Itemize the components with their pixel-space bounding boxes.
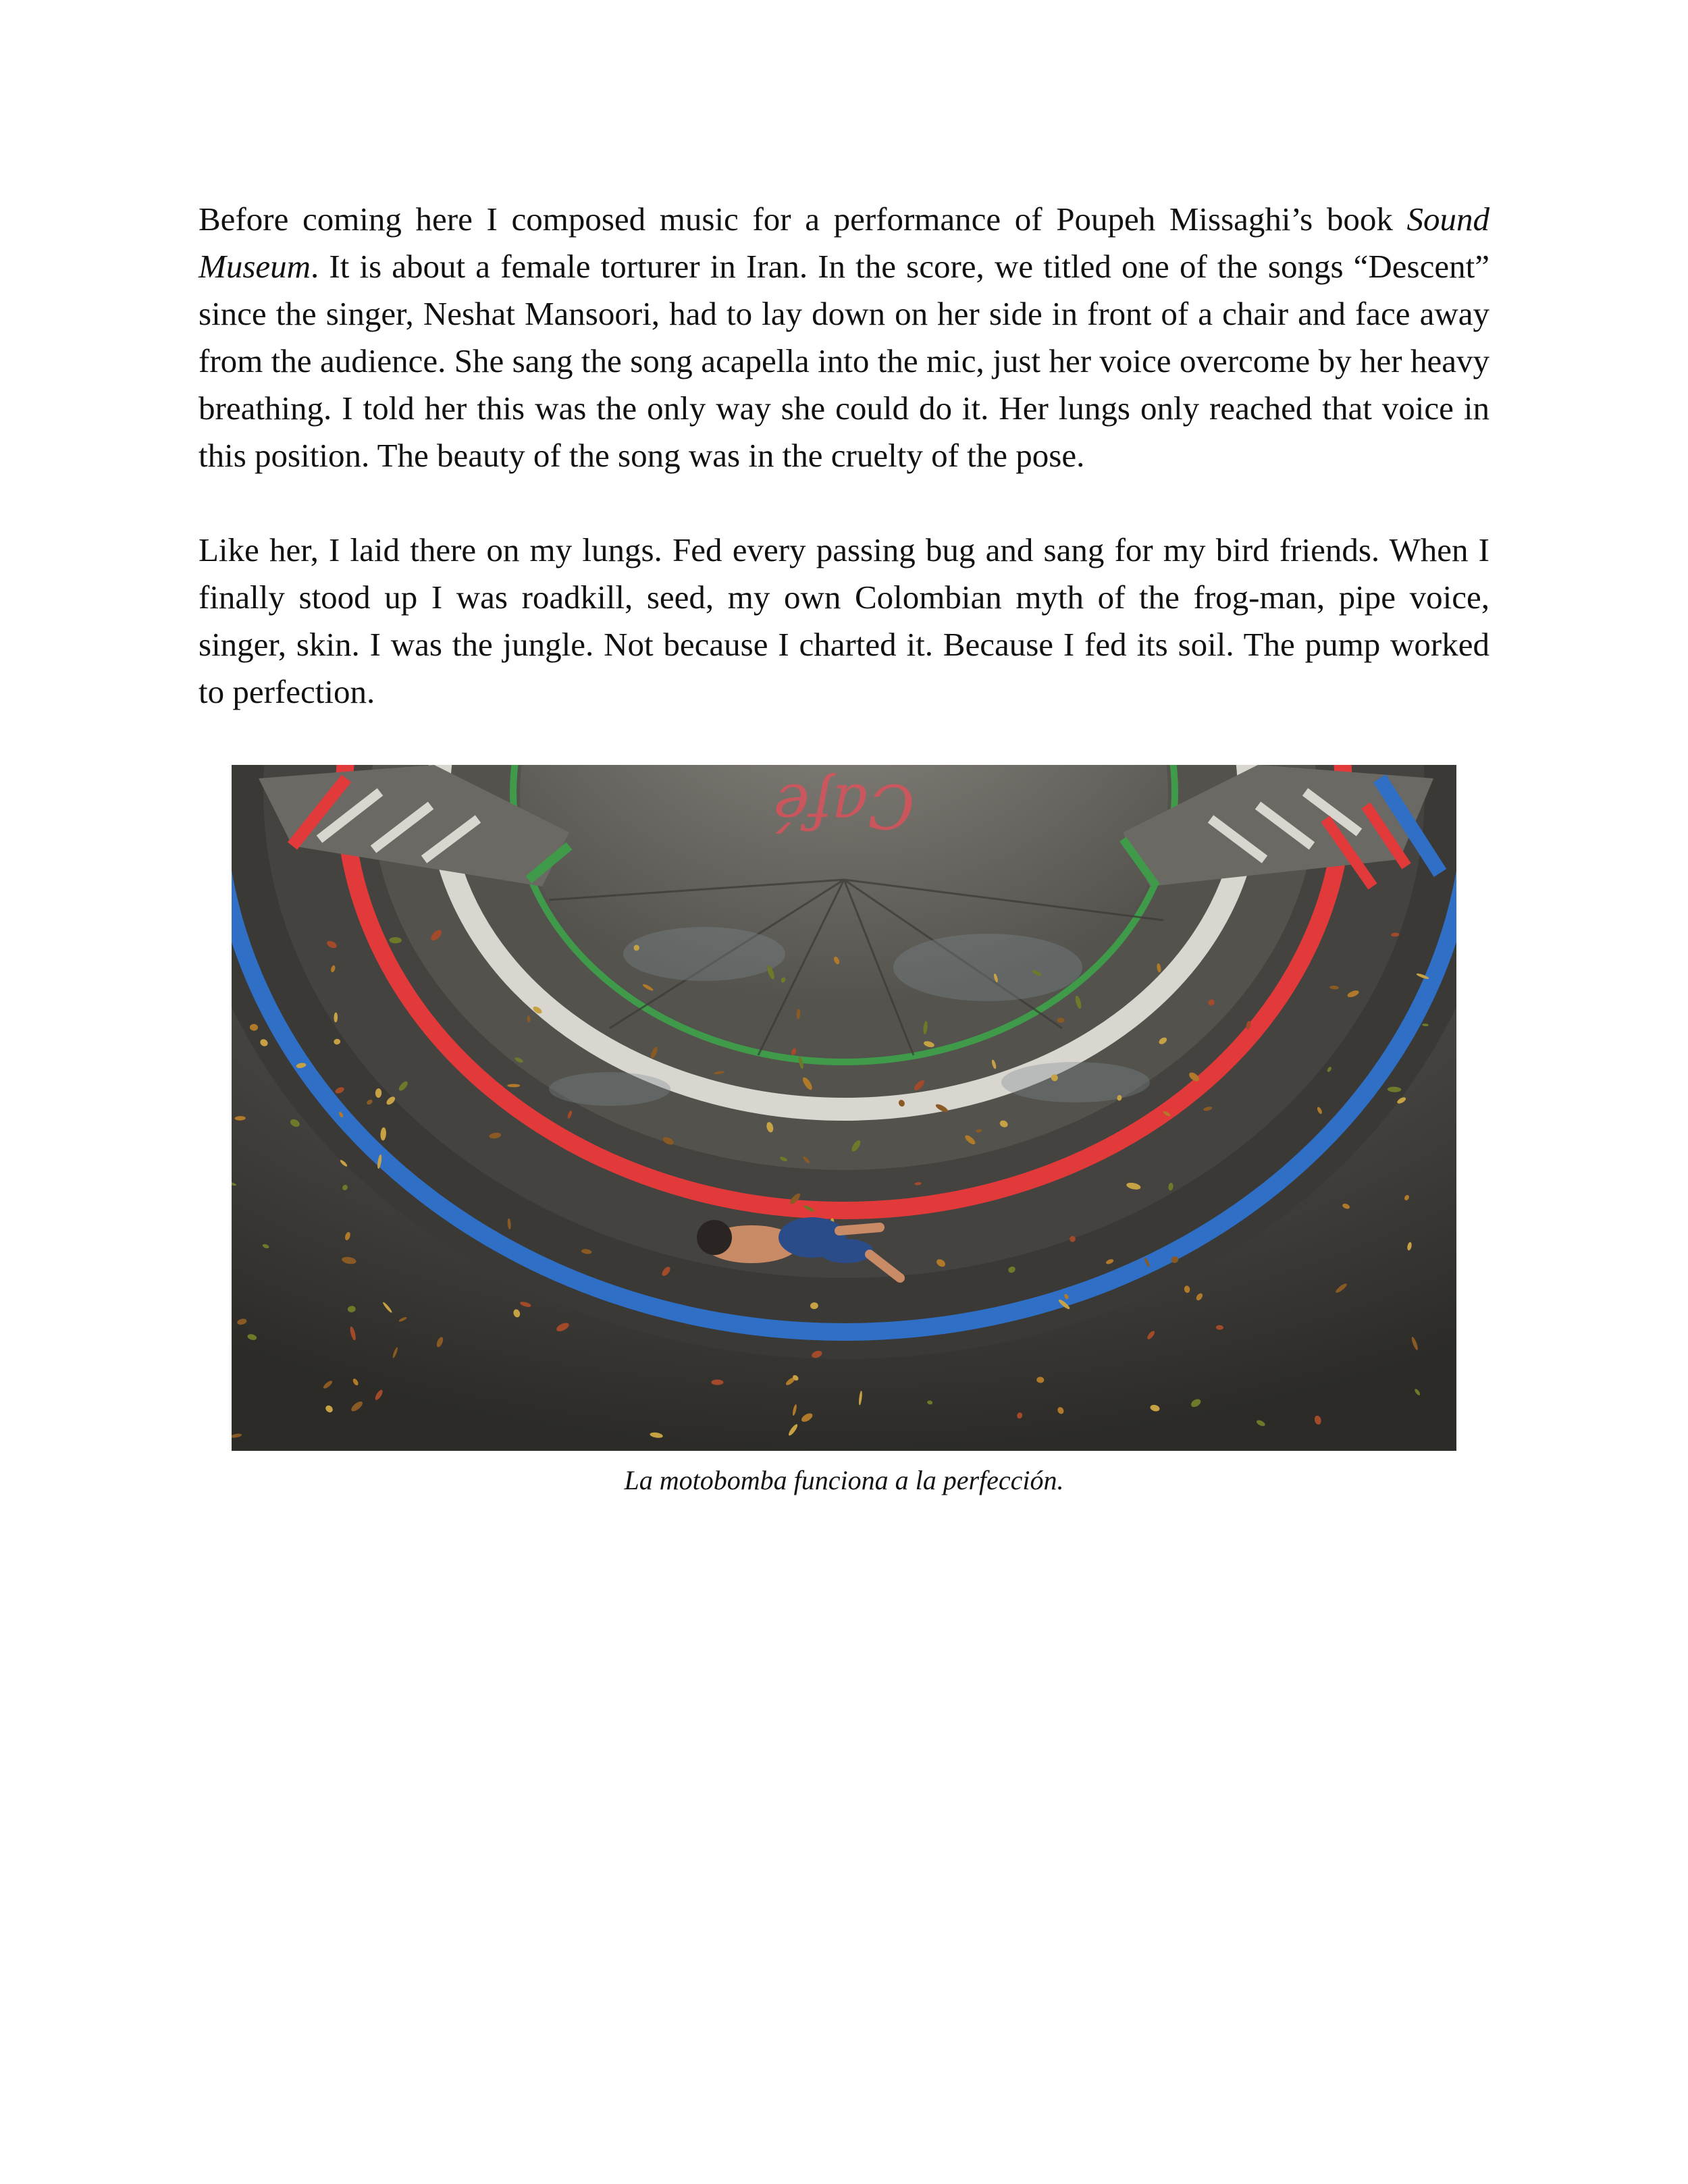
paragraph-2 (199, 527, 1489, 716)
paragraph-1-text-b: . It is about a female torturer in Iran. In the score, we titled one of the songs “Descent” since the singer, Neshat Mansoori, had to lay down on her side in front of a chair and face away from the audience. She sang the song acapella into the mic, just her voice overcome by her heavy breathing. I told her this was the only way she could do it. Her lungs only reached that voice in this position. The beauty of the song was in the cruelty of the pose. (199, 248, 1489, 474)
book-title: Sound Museum (199, 201, 1489, 285)
leaf (711, 1379, 723, 1385)
figure-caption: La motobomba funciona a la perfección. (624, 1465, 1064, 1495)
paragraph-1 (199, 196, 1489, 479)
amphitheater-illustration (232, 765, 1456, 1451)
paragraph-1-text-a: Before coming here I composed music for a performance of Poupeh Missaghi’s book (199, 201, 1407, 238)
paragraph-2-text: Like her, I laid there on my lungs. Fed every passing bug and sang for my bird friends. When I finally stood up I was roadkill, seed, my own Colombian myth of the frog-man, pipe voice, singer, skin. I was the jungle. Not because I charted it. Because I fed its soil. The pump worked to perfection. (199, 531, 1489, 710)
leaf (507, 1084, 520, 1088)
graffiti-cafe: Café (773, 770, 915, 841)
amphitheater-photo (232, 765, 1456, 1451)
